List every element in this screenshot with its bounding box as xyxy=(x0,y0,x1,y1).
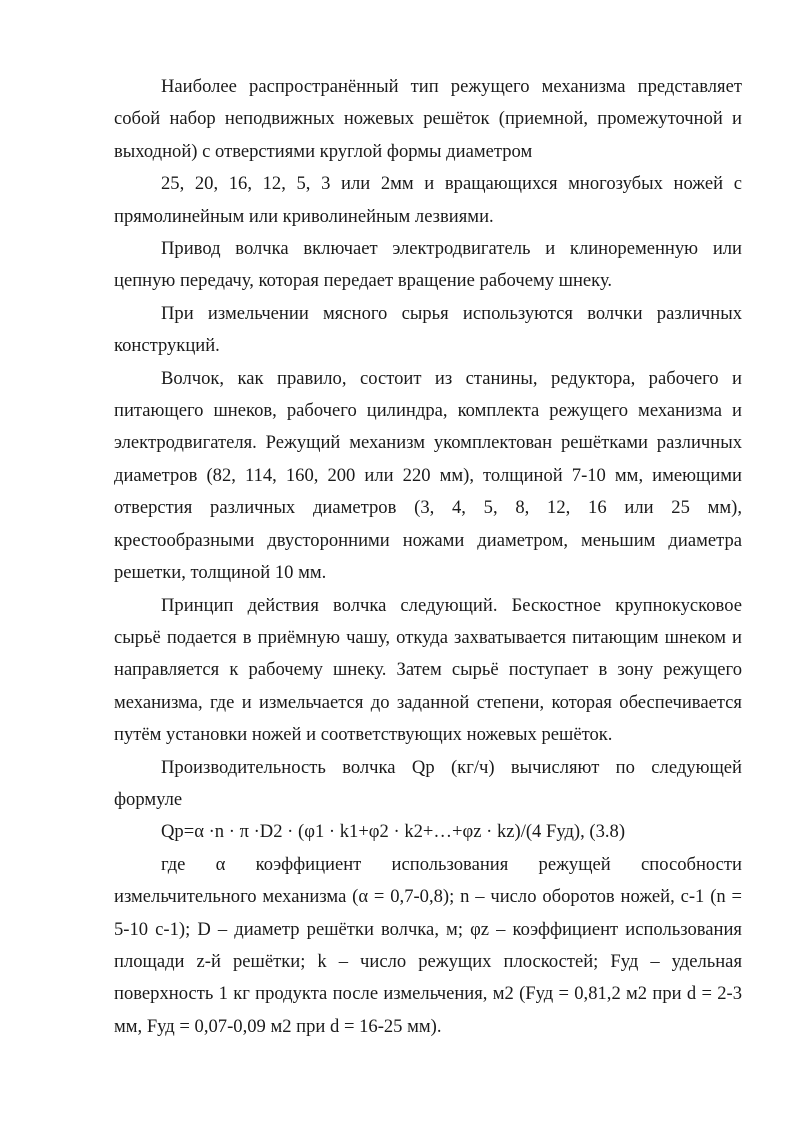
paragraph-drive: Привод волчка включает электродвигатель и клиноременную или цепную передачу, которая передает вращение рабочему шнеку. xyxy=(114,238,742,292)
paragraph-grinder-structure: Волчок, как правило, состоит из станины, редуктора, рабочего и питающего шнеков, рабочего цилиндра, комплекта режущего механизма и электродвигателя. Режущий механизм укомплектован решётками различных диаметров (82, 114, 160, 200 или 220 мм), толщиной 7-10 мм, имеющими отверстия различных диаметров (3, 4, 5, 8, 12, 16 или 25 мм), крестообразными двусторонними ножами диаметром, меньшим диаметра решетки, толщиной 10 мм. xyxy=(114,367,742,584)
paragraph-productivity: Производительность волчка Qр (кг/ч) вычисляют по следующей формуле xyxy=(114,756,742,810)
paragraph-cutting-mechanism: Наиболее распространённый тип режущего механизма представляет собой набор неподвижных ножевых решёток (приемной, промежуточной и выходной) с отверстиями круглой формы диаметром xyxy=(114,76,742,162)
document-body xyxy=(114,71,742,1043)
paragraph-grinders: При измельчении мясного сырья используются волчки различных конструкций. xyxy=(114,302,742,357)
paragraph-operating-principle: Принцип действия волчка следующий. Бескостное крупнокусковое сырьё подается в приёмную чашу, откуда захватывается питающим шнеком и направляется к рабочему шнеку. Затем сырьё поступает в зону режущего механизма, где и измельчается до заданной степени, которая обеспечивается путём установки ножей и соответствующих ножевых решёток. xyxy=(114,594,742,746)
paragraph-formula-explanation: где α коэффициент использования режущей способности измельчительного механизма (α = 0,7-0,8); n – число оборотов ножей, с-1 (n = 5-10 с-1); D – диаметр решётки волчка, м; φz – коэффициент использования площади z-й решётки; k – число режущих плоскостей; Fуд – удельная поверхность 1 кг продукта после измельчения, м2 (Fуд = 0,81,2 м2 при d = 2-3 мм, Fуд = 0,07-0,09 м2 при d = 16-25 мм). xyxy=(114,853,742,1037)
formula-3-8: Qр=α ·n · π ·D2 · (φ1 · k1+φ2 · k2+…+φz · kz)/(4 Fуд), (3.8) xyxy=(161,821,626,843)
paragraph-hole-diameters: 25, 20, 16, 12, 5, 3 или 2мм и вращающихся многозубых ножей с прямолинейным или криволинейным лезвиями. xyxy=(114,173,742,227)
